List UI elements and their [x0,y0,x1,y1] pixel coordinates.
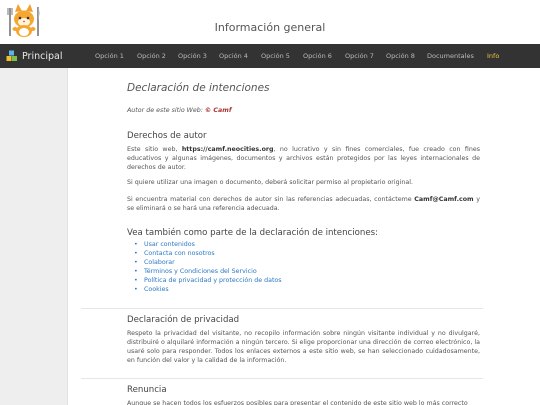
copyright-p3-post: y se eliminará o se hará una referencia adecuada. [127,196,480,213]
nav-item-opcion-4[interactable]: Opción 4 [219,52,248,60]
link-contacta[interactable]: • Contacta con nosotros [134,249,282,258]
link-terminos[interactable]: • Términos y Condiciones del Servicio [134,267,282,276]
copyright-heading: Derechos de autor [127,131,207,141]
copyright-paragraph-3 [127,195,480,213]
see-also-heading: Vea también como parte de la declaración de intenciones: [127,228,379,238]
site-url: https://camf.neocities.org [181,146,274,153]
site-header [0,0,540,44]
disclaimer-heading: Renuncia [127,385,167,395]
brand-link[interactable] [6,49,62,63]
nav-item-opcion-7[interactable]: Opción 7 [345,52,374,60]
brand-label: Principal [22,50,63,62]
nav-item-documentales[interactable]: Documentales [427,52,474,60]
link-cookies[interactable]: • Cookies [134,285,282,294]
top-navbar [0,44,540,68]
section-divider [81,308,483,309]
contact-email: Camf@Camf.com [414,196,474,203]
author-name: © Camf [204,107,232,114]
nav-item-opcion-3[interactable]: Opción 3 [178,52,207,60]
link-colaborar[interactable]: • Colaborar [134,258,282,267]
nav-item-opcion-8[interactable]: Opción 8 [386,52,415,60]
nav-item-opcion-1[interactable]: Opción 1 [95,52,124,60]
left-side-panel [0,68,68,405]
cubes-logo-icon [6,50,18,62]
nav-item-info[interactable]: Info [487,52,500,60]
page-title: Información general [214,21,326,34]
link-privacidad[interactable]: • Política de privacidad y protección de datos [134,276,282,285]
copyright-paragraph-1 [127,145,480,172]
nav-item-opcion-2[interactable]: Opción 2 [137,52,166,60]
copyright-paragraph-2: Si quiere utilizar una imagen o documento, deberá solicitar permiso al propietario original. [127,179,413,186]
author-label: Autor de este sitio Web: [127,107,203,114]
main-content [69,68,540,405]
disclaimer-paragraph: Aunque se hacen todos los esfuerzos posibles para presentar el contenido de este sitio web lo más correcto [127,400,468,405]
declaration-heading: Declaración de intenciones [127,82,270,94]
copyright-p1-post: , no lucrativo y sin fines comerciales, fue creado con fines educativos y algunas imágenes, documentos y archivos están protegidos por las leyes internacionales de derechos de autor. [127,146,480,172]
privacy-heading: Declaración de privacidad [127,315,240,325]
nav-item-opcion-5[interactable]: Opción 5 [261,52,290,60]
nav-item-opcion-6[interactable]: Opción 6 [303,52,332,60]
author-line [127,107,232,114]
link-usar-contenidos[interactable]: • Usar contenidos [134,240,282,249]
section-divider [81,378,483,379]
see-also-list [134,240,282,295]
copyright-p3-pre: Si encuentra material con derechos de autor sin las referencias adecuadas, contácteme [127,196,412,203]
copyright-p1-pre: Este sitio web, [127,146,178,153]
privacy-paragraph: Respeto la privacidad del visitante, no recopilo información sobre ningún visitante individual y no divulgaré, distribuiré o alquilaré información a ningún tercero. Si elige proporcionar una dirección de correo electrónico, la usaré solo para responder. Todos los enlaces externos a este sitio web, se han seleccionado cuidadosamente, en función del valor y la calidad de la información. [127,330,480,365]
